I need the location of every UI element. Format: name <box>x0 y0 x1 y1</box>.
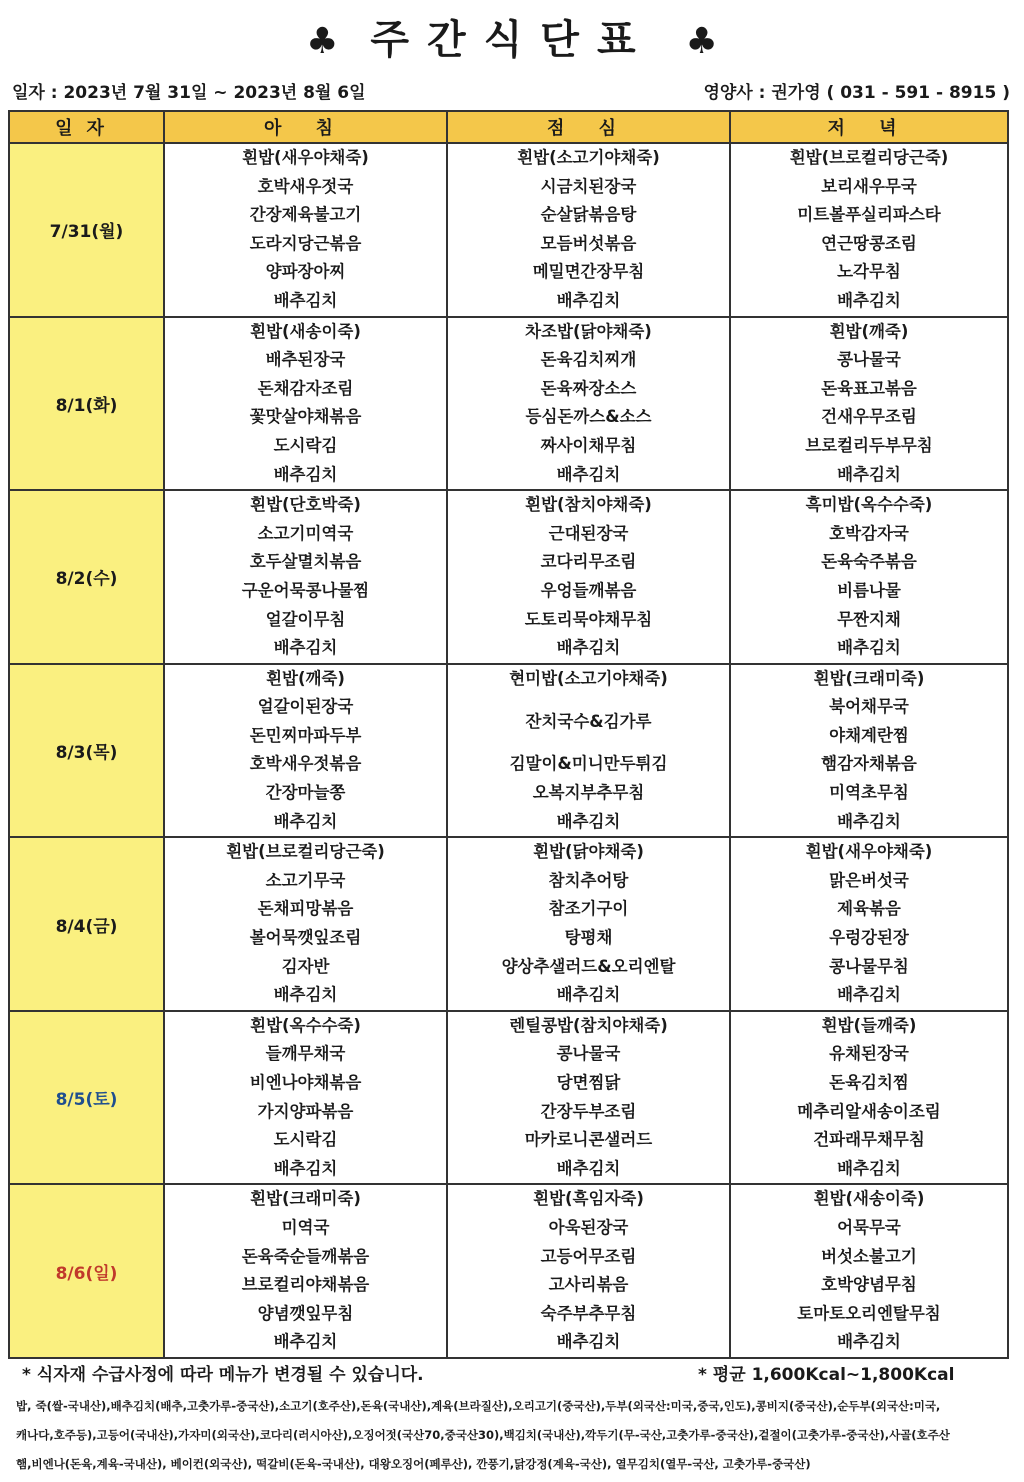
menu-item: 배추김치 <box>837 985 901 1005</box>
menu-item: 브로컬리두부무침 <box>805 435 933 455</box>
date-range: 일자 : 2023년 7월 31일 ~ 2023년 8월 6일 <box>12 83 366 103</box>
menu-item: 현미밥(소고기야채죽) <box>509 668 668 688</box>
menu-item: 도시락김 <box>273 435 338 455</box>
club-icon: ♣ <box>685 21 718 62</box>
menu-item: 제육볶음 <box>837 899 901 919</box>
menu-item: 돈육김치찜 <box>829 1073 909 1092</box>
menu-item: 배추김치 <box>556 985 621 1005</box>
menu-item: 우엉들깨볶음 <box>540 580 637 600</box>
menu-item: 북어채무국 <box>829 697 909 717</box>
day-row <box>9 1011 1008 1185</box>
lunch-cell <box>447 143 730 317</box>
menu-item: 고등어무조림 <box>540 1246 637 1266</box>
menu-item: 배추김치 <box>837 464 901 484</box>
dinner-cell <box>730 664 1008 838</box>
menu-item: 흰밥(새우야채죽) <box>242 148 369 167</box>
menu-item: 어묵무국 <box>837 1217 901 1237</box>
menu-item: 흑미밥(옥수수죽) <box>805 495 933 515</box>
menu-table <box>8 110 1009 1359</box>
menu-item: 짜사이채무침 <box>540 435 637 455</box>
menu-item: 메밀면간장무침 <box>532 262 645 282</box>
club-icon: ♣ <box>306 21 339 62</box>
menu-item: 참조기구이 <box>548 899 629 919</box>
menu-item: 무짠지채 <box>837 609 901 629</box>
menu-item: 맑은버섯국 <box>829 870 909 890</box>
menu-item: 배추김치 <box>273 985 338 1005</box>
menu-item: 김말이&미니만두튀김 <box>509 754 668 774</box>
menu-item: 돈육죽순들깨볶음 <box>241 1246 370 1266</box>
menu-item: 흰밥(크래미죽) <box>813 668 925 688</box>
menu-item: 도토리묵야채무침 <box>524 609 653 629</box>
menu-item: 흰밥(브로컬리당근죽) <box>226 842 385 862</box>
menu-item: 들깨무채국 <box>265 1044 346 1064</box>
menu-item: 양상추샐러드&오리엔탈 <box>501 956 676 976</box>
menu-item: 돈육숙주볶음 <box>821 552 917 572</box>
menu-item: 얼갈이무침 <box>265 609 346 629</box>
menu-item: 미역초무침 <box>829 783 909 803</box>
lunch-cell <box>447 1011 730 1185</box>
menu-item: 가지양파볶음 <box>257 1101 354 1121</box>
menu-item: 간장두부조림 <box>540 1101 637 1121</box>
menu-item: 흰밥(깨죽) <box>829 321 909 341</box>
menu-item: 미역국 <box>281 1217 330 1237</box>
menu-item: 아욱된장국 <box>548 1217 629 1237</box>
origin-line: 햄,비엔나(돈육,계육-국내산), 베이컨(외국산), 떡갈비(돈육-국내산), 대왕오징어(페루산), 깐풍기,닭강정(계육-국산), 열무김치(열무-국산, 고춧가루-중국산) <box>16 1457 811 1471</box>
menu-item: 등심돈까스&소스 <box>525 407 652 427</box>
menu-item: 비엔나야채볶음 <box>249 1073 362 1092</box>
menu-item: 흰밥(소고기야채죽) <box>517 148 660 167</box>
day-row <box>9 1184 1008 1358</box>
menu-item: 토마토오리엔탈무침 <box>797 1303 941 1323</box>
menu-item: 흰밥(닭야채죽) <box>533 842 644 862</box>
dinner-cell <box>730 143 1008 317</box>
menu-item: 돈육김치찌개 <box>540 350 637 370</box>
menu-item: 소고기미역국 <box>257 523 354 543</box>
menu-item: 꽃맛살야채볶음 <box>249 407 362 427</box>
breakfast-cell <box>164 317 447 491</box>
menu-item: 배추김치 <box>273 290 338 310</box>
menu-item: 배추김치 <box>556 1158 621 1178</box>
menu-item: 간장제육불고기 <box>249 205 362 225</box>
menu-item: 숙주부추무침 <box>540 1303 637 1323</box>
header-lunch: 점 심 <box>447 111 730 143</box>
lunch-cell <box>447 317 730 491</box>
menu-item: 배추김치 <box>837 290 901 310</box>
menu-item: 간장마늘쫑 <box>265 783 346 803</box>
menu-item: 흰밥(새우야채죽) <box>805 842 933 862</box>
menu-item: 양파장아찌 <box>265 262 346 282</box>
menu-item: 흰밥(브로컬리당근죽) <box>789 148 949 167</box>
dinner-cell <box>730 317 1008 491</box>
title-text: 주간식단표 <box>370 17 654 63</box>
header-breakfast: 아 침 <box>164 111 447 143</box>
lunch-cell <box>447 664 730 838</box>
menu-item: 고사리볶음 <box>548 1275 629 1295</box>
day-label: 7/31(월) <box>9 143 164 317</box>
menu-item: 호두살멸치볶음 <box>249 552 362 572</box>
lunch-cell <box>447 490 730 664</box>
menu-item: 배추김치 <box>837 811 901 831</box>
breakfast-cell <box>164 664 447 838</box>
menu-item: 배추김치 <box>556 638 621 658</box>
menu-item: 건파래무채무침 <box>813 1130 925 1150</box>
menu-item: 구운어묵콩나물찜 <box>241 580 370 600</box>
menu-item: 흰밥(흑임자죽) <box>533 1189 644 1209</box>
menu-item: 배추김치 <box>273 1332 338 1352</box>
day-label: 8/2(수) <box>9 490 164 664</box>
menu-item: 브로컬리야채볶음 <box>241 1275 370 1295</box>
menu-item: 메추리알새송이조림 <box>797 1101 941 1121</box>
breakfast-cell <box>164 143 447 317</box>
breakfast-cell <box>164 1011 447 1185</box>
menu-item: 비름나물 <box>837 580 901 600</box>
menu-change-note: * 식자재 수급사정에 따라 메뉴가 변경될 수 있습니다. <box>22 1365 424 1385</box>
menu-item: 돈육짜장소스 <box>540 378 637 398</box>
menu-item: 건새우무조림 <box>821 407 917 427</box>
menu-item: 흰밥(새송이죽) <box>250 321 361 341</box>
menu-item: 코다리무조림 <box>540 552 637 572</box>
page-title <box>0 12 1024 70</box>
notes-row <box>22 1360 1002 1388</box>
menu-item: 흰밥(단호박죽) <box>250 495 361 515</box>
menu-item: 돈육표고볶음 <box>821 378 917 398</box>
lunch-cell <box>447 837 730 1011</box>
menu-item: 당면찜닭 <box>556 1073 621 1092</box>
menu-item: 햄감자채볶음 <box>821 754 917 774</box>
day-label: 8/6(일) <box>9 1184 164 1358</box>
day-label: 8/3(목) <box>9 664 164 838</box>
day-label: 8/4(금) <box>9 837 164 1011</box>
dinner-cell <box>730 837 1008 1011</box>
menu-item: 흰밥(새송이죽) <box>813 1189 925 1209</box>
menu-item: 노각무침 <box>837 262 901 282</box>
calorie-note: * 평균 1,600Kcal~1,800Kcal <box>698 1365 955 1385</box>
menu-item: 배추김치 <box>837 1332 901 1352</box>
menu-item: 콩나물국 <box>837 350 901 370</box>
menu-item: 보리새우무국 <box>821 176 917 196</box>
menu-item: 유채된장국 <box>829 1044 909 1064</box>
dinner-cell <box>730 1184 1008 1358</box>
menu-item: 근대된장국 <box>548 523 629 543</box>
info-row <box>6 78 1010 102</box>
menu-item: 돈민찌마파두부 <box>249 725 362 745</box>
menu-item: 배추김치 <box>837 638 901 658</box>
menu-item: 마카로니콘샐러드 <box>524 1130 653 1150</box>
menu-item: 돈채피망볶음 <box>257 899 354 919</box>
menu-item: 호박새우젓볶음 <box>249 754 362 774</box>
origin-info <box>16 1392 1016 1479</box>
menu-item: 흰밥(참치야채죽) <box>525 495 652 515</box>
menu-item: 배추김치 <box>556 464 621 484</box>
menu-item: 모듬버섯볶음 <box>540 233 637 253</box>
menu-item: 돈채감자조림 <box>257 378 354 398</box>
nutritionist-info: 영양사 : 권가영 ( 031 - 591 - 8915 ) <box>703 83 1010 103</box>
menu-item: 얼갈이된장국 <box>257 697 354 717</box>
menu-item: 도라지당근볶음 <box>249 233 362 253</box>
dinner-cell <box>730 490 1008 664</box>
day-row <box>9 490 1008 664</box>
menu-item: 흰밥(깨죽) <box>266 668 345 688</box>
menu-item: 참치추어탕 <box>548 870 629 890</box>
menu-item: 볼어묵깻잎조림 <box>249 928 362 948</box>
menu-item: 배추김치 <box>273 1158 338 1178</box>
day-row <box>9 317 1008 491</box>
menu-item: 콩나물무침 <box>829 956 909 976</box>
header-day: 일자 <box>9 111 164 143</box>
menu-item: 배추김치 <box>556 290 621 310</box>
lunch-cell <box>447 1184 730 1358</box>
menu-item: 흰밥(크래미죽) <box>250 1189 361 1209</box>
menu-item: 김자반 <box>281 956 330 976</box>
menu-item: 양념깻잎무침 <box>257 1303 354 1323</box>
day-row <box>9 837 1008 1011</box>
day-label: 8/1(화) <box>9 317 164 491</box>
dinner-cell <box>730 1011 1008 1185</box>
menu-item: 호박감자국 <box>829 523 909 543</box>
menu-item: 미트볼푸실리파스타 <box>797 205 941 225</box>
menu-item: 배추김치 <box>556 811 621 831</box>
menu-item: 소고기무국 <box>265 870 346 890</box>
breakfast-cell <box>164 490 447 664</box>
menu-item: 탕평채 <box>564 928 613 948</box>
menu-item: 버섯소불고기 <box>821 1246 917 1266</box>
menu-item: 연근땅콩조림 <box>821 233 917 253</box>
menu-item: 시금치된장국 <box>540 176 637 196</box>
origin-line: 캐나다,호주등),고등어(국내산),가자미(외국산),코다리(러시아산),오징어젓(국산70,중국산30),백김치(국내산),깍두기(무-국산,고춧가루-중국산),겉절이(고춧가루-중국산),사골(호주산 <box>16 1428 950 1442</box>
origin-line: 밥, 죽(쌀-국내산),배추김치(배추,고춧가루-중국산),소고기(호주산),돈육(국내산),계육(브라질산),오리고기(중국산),두부(외국산:미국,중국,인도),콩비지(중국산),순두부(외국산:미국, <box>16 1399 941 1413</box>
day-row <box>9 143 1008 317</box>
menu-item: 야채계란찜 <box>829 725 909 745</box>
header-dinner: 저 녁 <box>730 111 1008 143</box>
day-row <box>9 664 1008 838</box>
menu-item: 렌틸콩밥(참치야채죽) <box>509 1015 668 1035</box>
menu-item: 배추김치 <box>273 811 338 831</box>
menu-item: 흰밥(들깨죽) <box>821 1015 917 1035</box>
menu-item: 호박양념무침 <box>821 1275 917 1295</box>
menu-item: 배추된장국 <box>265 350 346 370</box>
breakfast-cell <box>164 1184 447 1358</box>
menu-item: 배추김치 <box>273 638 338 658</box>
menu-item: 잔치국수&김가루 <box>525 712 652 732</box>
menu-item: 흰밥(옥수수죽) <box>250 1015 361 1035</box>
menu-item: 차조밥(닭야채죽) <box>525 321 652 341</box>
header-row <box>9 111 1008 143</box>
day-label: 8/5(토) <box>9 1011 164 1185</box>
menu-item: 순살닭볶음탕 <box>540 205 637 225</box>
menu-item: 배추김치 <box>837 1158 901 1178</box>
menu-item: 호박새우젓국 <box>257 176 354 196</box>
menu-item: 배추김치 <box>556 1332 621 1352</box>
menu-item: 콩나물국 <box>556 1044 621 1064</box>
menu-item: 오복지부추무침 <box>532 783 645 803</box>
menu-item: 도시락김 <box>273 1130 338 1150</box>
breakfast-cell <box>164 837 447 1011</box>
menu-item: 배추김치 <box>273 464 338 484</box>
menu-item: 우렁강된장 <box>829 928 909 948</box>
